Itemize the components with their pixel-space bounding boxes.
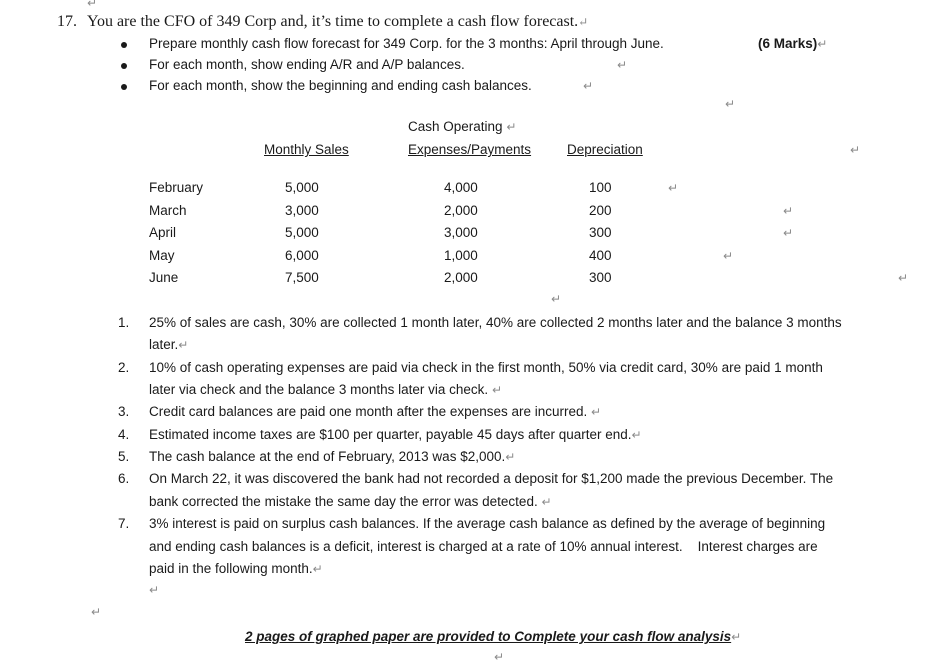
- paragraph-mark: ↵: [617, 58, 628, 72]
- paragraph-mark: ↵: [725, 97, 736, 111]
- list-number: 4.: [118, 427, 130, 442]
- header-expenses: Expenses/Payments: [408, 142, 532, 157]
- header-depreciation: Depreciation: [567, 142, 643, 157]
- paragraph-mark: ↵: [783, 226, 794, 240]
- list-number: 7.: [118, 516, 130, 531]
- paragraph-mark: ↵: [87, 0, 98, 10]
- paragraph-mark: ↵: [551, 292, 562, 306]
- row-month: June: [149, 270, 179, 285]
- footer-note: 2 pages of graphed paper are provided to Complete your cash flow analysis↵: [245, 629, 742, 644]
- row-depreciation: 200: [589, 203, 612, 218]
- list-text: 10% of cash operating expenses are paid via check in the first month, 50% via credit card, 30% are paid 1 month: [149, 360, 823, 375]
- bullet-item: For each month, show the beginning and ending cash balances.: [149, 78, 532, 93]
- list-text: and ending cash balances is a deficit, interest is charged at a rate of 10% annual interest. Interest charges are: [149, 539, 818, 554]
- list-number: 3.: [118, 404, 130, 419]
- list-text: later.↵: [149, 337, 189, 352]
- row-depreciation: 300: [589, 270, 612, 285]
- list-text: Credit card balances are paid one month after the expenses are incurred. ↵: [149, 404, 602, 419]
- row-expenses: 4,000: [444, 180, 478, 195]
- row-sales: 5,000: [285, 225, 319, 240]
- list-text: Estimated income taxes are $100 per quarter, payable 45 days after quarter end.↵: [149, 427, 642, 442]
- list-number: 1.: [118, 315, 130, 330]
- row-depreciation: 400: [589, 248, 612, 263]
- row-depreciation: 100: [589, 180, 612, 195]
- list-text: The cash balance at the end of February, 2013 was $2,000.↵: [149, 449, 516, 464]
- row-expenses: 2,000: [444, 203, 478, 218]
- row-expenses: 1,000: [444, 248, 478, 263]
- row-month: May: [149, 248, 175, 263]
- row-depreciation: 300: [589, 225, 612, 240]
- list-text: later via check and the balance 3 months later via check. ↵: [149, 382, 503, 397]
- paragraph-mark: ↵: [583, 79, 594, 93]
- bullet-icon: [121, 63, 127, 69]
- paragraph-mark: ↵: [578, 15, 589, 29]
- paragraph-mark: ↵: [850, 143, 861, 157]
- paragraph-mark: ↵: [898, 271, 909, 285]
- paragraph-mark: ↵: [91, 605, 102, 619]
- paragraph-mark: ↵: [723, 249, 734, 263]
- row-month: March: [149, 203, 187, 218]
- bullet-item: Prepare monthly cash flow forecast for 349 Corp. for the 3 months: April through June.: [149, 36, 664, 51]
- list-text: 25% of sales are cash, 30% are collected 1 month later, 40% are collected 2 months later and the balance 3 months: [149, 315, 842, 330]
- paragraph-mark: ↵: [494, 650, 505, 664]
- bullet-item: For each month, show ending A/R and A/P balances.: [149, 57, 465, 72]
- question-text: You are the CFO of 349 Corp and, it’s time to complete a cash flow forecast.: [87, 13, 579, 30]
- list-number: 5.: [118, 449, 130, 464]
- list-text: bank corrected the mistake the same day the error was detected. ↵: [149, 494, 552, 509]
- row-sales: 5,000: [285, 180, 319, 195]
- row-expenses: 2,000: [444, 270, 478, 285]
- list-text: 3% interest is paid on surplus cash balances. If the average cash balance as defined by the average of beginning: [149, 516, 826, 531]
- paragraph-mark: ↵: [668, 181, 679, 195]
- row-month: February: [149, 180, 204, 195]
- question-number: 17.: [57, 13, 77, 30]
- row-sales: 6,000: [285, 248, 319, 263]
- paragraph-mark: ↵: [149, 583, 160, 597]
- row-sales: 3,000: [285, 203, 319, 218]
- list-text: paid in the following month.↵: [149, 561, 323, 576]
- header-monthly-sales: Monthly Sales: [264, 142, 349, 157]
- question-heading: [57, 13, 588, 31]
- list-number: 6.: [118, 471, 130, 486]
- row-sales: 7,500: [285, 270, 319, 285]
- marks-label: (6 Marks)↵: [758, 36, 828, 51]
- list-number: 2.: [118, 360, 130, 375]
- bullet-icon: [121, 84, 127, 90]
- paragraph-mark: ↵: [783, 204, 794, 218]
- table-header-top: Cash Operating ↵: [408, 119, 517, 134]
- bullet-icon: [121, 42, 127, 48]
- row-month: April: [149, 225, 177, 240]
- row-expenses: 3,000: [444, 225, 478, 240]
- list-text: On March 22, it was discovered the bank had not recorded a deposit for $1,200 made the previous December. The: [149, 471, 834, 486]
